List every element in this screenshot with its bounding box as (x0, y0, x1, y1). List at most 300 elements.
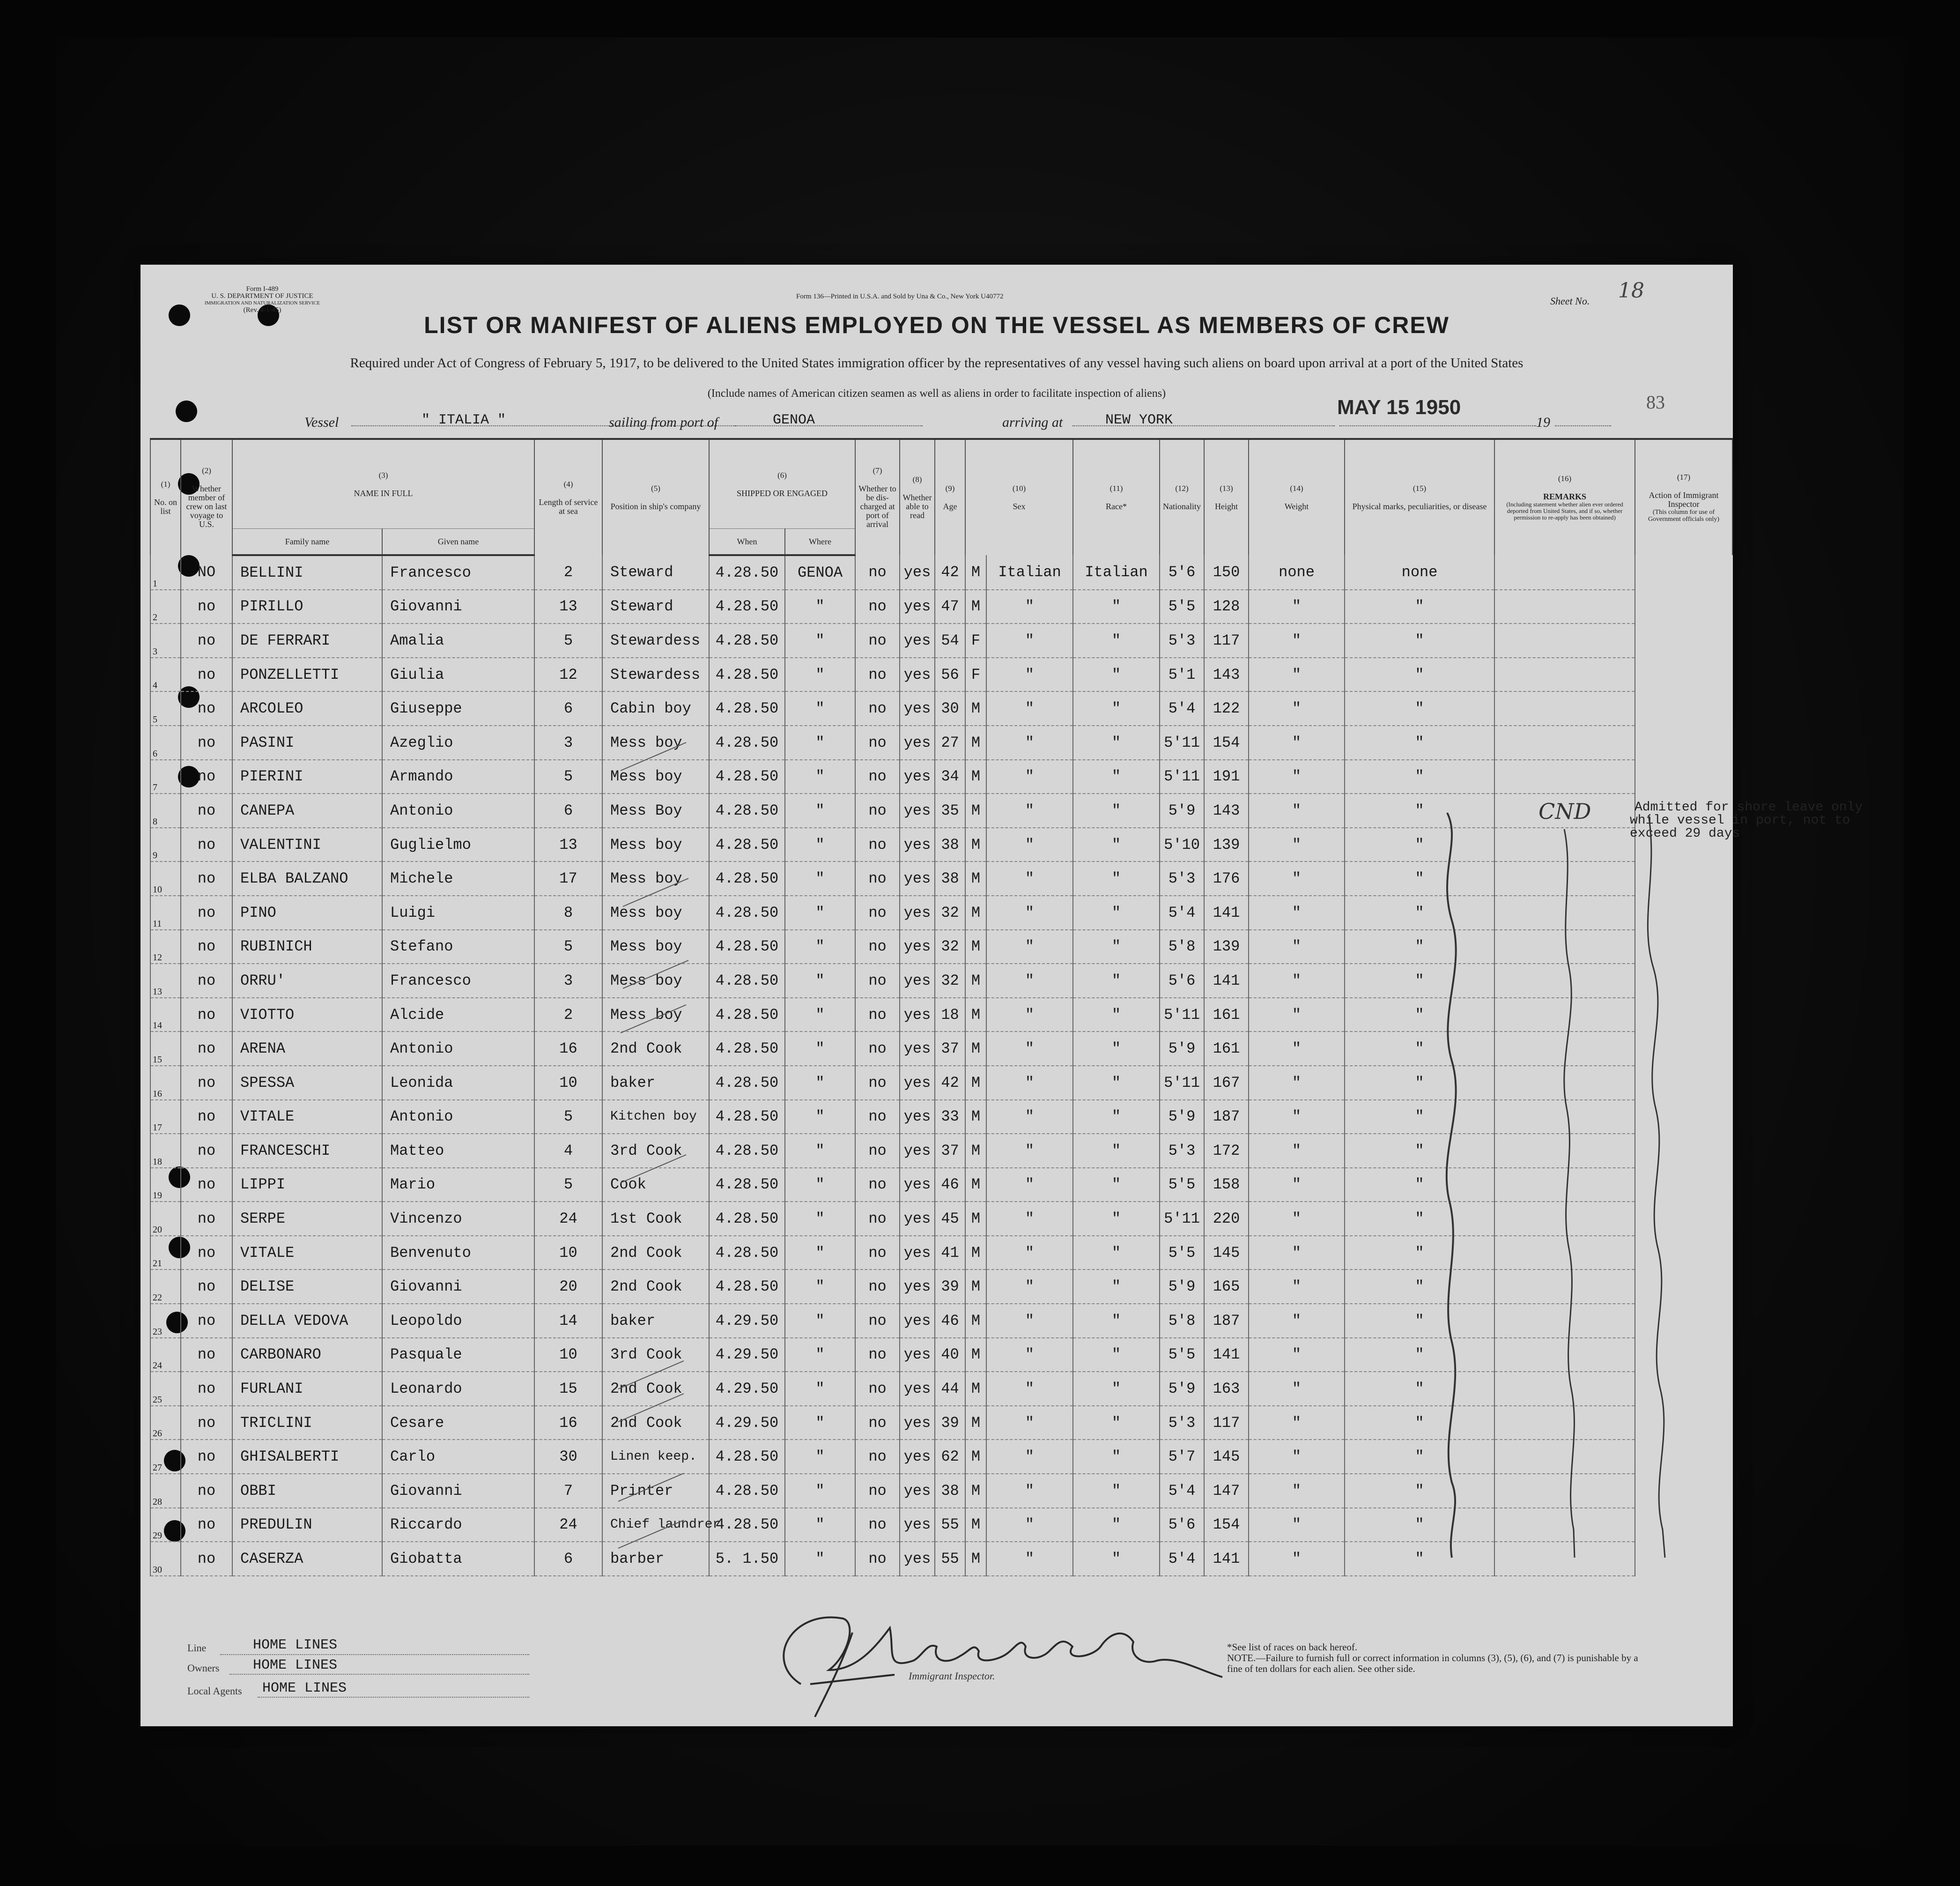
cell-service: 20 (534, 1270, 602, 1304)
cell-age: 35 (935, 794, 965, 828)
cell-where: " (785, 1406, 855, 1440)
inspector-signature (735, 1590, 1250, 1722)
cell-no: 12 (150, 930, 181, 964)
cell-read: yes (900, 691, 935, 726)
cell-nat: " (1073, 691, 1160, 726)
cell-given: Vincenzo (382, 1202, 534, 1236)
cell-last: no (181, 1236, 232, 1270)
cell-race: " (986, 590, 1073, 624)
cell-when: 4.28.50 (709, 1236, 785, 1270)
cell-where: " (785, 726, 855, 760)
cell-position: Stewardess (602, 658, 709, 692)
cell-when: 4.28.50 (709, 1202, 785, 1236)
cell-height: 5'5 (1160, 590, 1204, 624)
cell-remarks: " (1345, 1032, 1494, 1066)
cell-remarks: " (1345, 828, 1494, 862)
cell-when: 5. 1.50 (709, 1542, 785, 1576)
document-title: LIST OR MANIFEST OF ALIENS EMPLOYED ON THE VESSEL AS MEMBERS OF CREW (424, 312, 1450, 338)
cell-family: SERPE (232, 1202, 382, 1236)
cell-family: CANEPA (232, 794, 382, 828)
cell-height: 5'11 (1160, 1202, 1204, 1236)
cell-nat: " (1073, 590, 1160, 624)
cell-read: yes (900, 828, 935, 862)
cell-read: yes (900, 726, 935, 760)
cell-last: no (181, 828, 232, 862)
cell-race: " (986, 1542, 1073, 1576)
cell-sex: M (965, 1066, 986, 1100)
cell-where: " (785, 1032, 855, 1066)
cell-nat: " (1073, 726, 1160, 760)
cell-weight: 158 (1204, 1168, 1249, 1202)
cell-weight: 143 (1204, 794, 1249, 828)
cell-marks: " (1249, 1202, 1345, 1236)
agents-label: Local Agents (187, 1685, 242, 1697)
cell-when: 4.28.50 (709, 555, 785, 590)
cell-when: 4.28.50 (709, 760, 785, 794)
cell-sex: M (965, 1372, 986, 1406)
signature-stroke (784, 1618, 1222, 1717)
cell-position: barber (602, 1542, 709, 1576)
cell-given: Giulia (382, 658, 534, 692)
cell-service: 5 (534, 624, 602, 658)
cell-marks: " (1249, 1304, 1345, 1338)
owners-label: Owners (187, 1662, 220, 1674)
cell-nat: " (1073, 1066, 1160, 1100)
col-height-header: (13) Height (1204, 439, 1249, 555)
cell-disch: no (855, 998, 900, 1032)
cell-when: 4.28.50 (709, 1508, 785, 1542)
cell-where: " (785, 794, 855, 828)
cell-no: 19 (150, 1168, 181, 1202)
cell-position: Steward (602, 555, 709, 590)
cell-given: Azeglio (382, 726, 534, 760)
cell-race: " (986, 1508, 1073, 1542)
cell-family: VIOTTO (232, 998, 382, 1032)
cell-race: " (986, 896, 1073, 930)
cell-nat: " (1073, 1032, 1160, 1066)
cell-where: " (785, 828, 855, 862)
cell-where: " (785, 1066, 855, 1100)
cell-disch: no (855, 1440, 900, 1474)
cell-last: no (181, 1270, 232, 1304)
cell-service: 16 (534, 1032, 602, 1066)
cell-no: 28 (150, 1474, 181, 1508)
cell-no: 4 (150, 658, 181, 692)
cell-disch: no (855, 861, 900, 896)
cell-height: 5'3 (1160, 861, 1204, 896)
cell-age: 44 (935, 1372, 965, 1406)
cell-when: 4.28.50 (709, 964, 785, 998)
cell-sex: M (965, 726, 986, 760)
cell-marks: " (1249, 1440, 1345, 1474)
cell-race: " (986, 930, 1073, 964)
cell-sex: M (965, 861, 986, 896)
cell-read: yes (900, 1032, 935, 1066)
cell-where: " (785, 861, 855, 896)
cell-weight: 165 (1204, 1270, 1249, 1304)
cell-age: 38 (935, 1474, 965, 1508)
cell-service: 2 (534, 555, 602, 590)
cell-given: Carlo (382, 1440, 534, 1474)
cell-where: " (785, 1474, 855, 1508)
page-number: 83 (1646, 392, 1665, 413)
cell-read: yes (900, 861, 935, 896)
cell-height: 5'8 (1160, 930, 1204, 964)
cell-given: Luigi (382, 896, 534, 930)
cell-position: Mess boy (602, 930, 709, 964)
cell-age: 18 (935, 998, 965, 1032)
cell-remarks: " (1345, 1508, 1494, 1542)
col-nationality-header: (12) Nationality (1160, 439, 1204, 555)
cell-no: 7 (150, 760, 181, 794)
cell-disch: no (855, 1406, 900, 1440)
cell-service: 3 (534, 964, 602, 998)
cell-family: DE FERRARI (232, 624, 382, 658)
cell-read: yes (900, 555, 935, 590)
cell-given: Giovanni (382, 590, 534, 624)
cell-given: Giovanni (382, 1474, 534, 1508)
cell-no: 10 (150, 861, 181, 896)
arriving-label: arriving at (1002, 415, 1063, 430)
cell-sex: M (965, 590, 986, 624)
cell-disch: no (855, 1134, 900, 1168)
cell-marks: " (1249, 964, 1345, 998)
cell-family: FURLANI (232, 1372, 382, 1406)
cell-given: Antonio (382, 794, 534, 828)
cell-family: BELLINI (232, 555, 382, 590)
cell-sex: M (965, 1236, 986, 1270)
cell-last: no (181, 624, 232, 658)
cell-marks: " (1249, 1474, 1345, 1508)
cell-height: 5'9 (1160, 1032, 1204, 1066)
cell-race: " (986, 1202, 1073, 1236)
cell-read: yes (900, 930, 935, 964)
cell-family: CASERZA (232, 1542, 382, 1576)
cell-age: 32 (935, 930, 965, 964)
cell-no: 3 (150, 624, 181, 658)
cell-sex: M (965, 1270, 986, 1304)
cell-service: 5 (534, 760, 602, 794)
cell-where: " (785, 658, 855, 692)
cell-race: " (986, 1304, 1073, 1338)
cell-last: no (181, 1440, 232, 1474)
cell-read: yes (900, 964, 935, 998)
cell-last: no (181, 861, 232, 896)
cell-height: 5'3 (1160, 1406, 1204, 1440)
cell-sex: M (965, 1134, 986, 1168)
cell-when: 4.28.50 (709, 624, 785, 658)
cell-sex: M (965, 998, 986, 1032)
cell-no: 6 (150, 726, 181, 760)
cell-age: 55 (935, 1508, 965, 1542)
cell-family: ORRU' (232, 964, 382, 998)
cell-height: 5'4 (1160, 896, 1204, 930)
cell-position: 3rd Cook (602, 1134, 709, 1168)
cell-race: " (986, 1338, 1073, 1372)
cell-disch: no (855, 1032, 900, 1066)
cell-sex: M (965, 1542, 986, 1576)
cell-race: " (986, 1270, 1073, 1304)
cell-nat: " (1073, 1134, 1160, 1168)
cell-position: 3rd Cook (602, 1338, 709, 1372)
ditto-line-stroke (1648, 815, 1665, 1558)
cell-when: 4.28.50 (709, 1474, 785, 1508)
cell-given: Leopoldo (382, 1304, 534, 1338)
cell-sex: M (965, 1100, 986, 1134)
cell-marks: " (1249, 1508, 1345, 1542)
cell-given: Benvenuto (382, 1236, 534, 1270)
cell-height: 5'5 (1160, 1338, 1204, 1372)
cell-age: 46 (935, 1168, 965, 1202)
cell-when: 4.28.50 (709, 1440, 785, 1474)
cell-sex: M (965, 1202, 986, 1236)
cell-service: 5 (534, 930, 602, 964)
cell-disch: no (855, 1100, 900, 1134)
service-name: IMMIGRATION AND NATURALIZATION SERVICE (204, 300, 320, 306)
cell-remarks: " (1345, 1406, 1494, 1440)
cell-where: " (785, 1168, 855, 1202)
cell-remarks: " (1345, 1066, 1494, 1100)
cell-remarks: " (1345, 794, 1494, 828)
cell-given: Armando (382, 760, 534, 794)
cell-race: " (986, 1440, 1073, 1474)
cell-sex: M (965, 1304, 986, 1338)
footnote-penalty: NOTE.—Failure to furnish full or correct information in columns (3), (5), (6), and (7) is punishable by a fine of ten dollars for each alien. See other side. (1227, 1652, 1638, 1674)
cell-marks: " (1249, 658, 1345, 692)
cell-read: yes (900, 1304, 935, 1338)
cell-race: " (986, 1168, 1073, 1202)
cell-position: Mess boy (602, 760, 709, 794)
cell-service: 6 (534, 691, 602, 726)
col-weight-header: (14) Weight (1249, 439, 1345, 555)
cell-disch: no (855, 691, 900, 726)
cell-age: 39 (935, 1406, 965, 1440)
cell-marks: " (1249, 624, 1345, 658)
arriving-port: NEW YORK (1105, 412, 1173, 428)
cell-given: Pasquale (382, 1338, 534, 1372)
col-inspector-header: (17) Action of Immigrant Inspector (This column for use of Government officials only) (1635, 439, 1732, 555)
cell-race: " (986, 1474, 1073, 1508)
ditto-squiggle-stroke (1447, 813, 1456, 1558)
cell-height: 5'9 (1160, 794, 1204, 828)
cell-height: 5'7 (1160, 1440, 1204, 1474)
cell-nat: " (1073, 1372, 1160, 1406)
cell-no: 17 (150, 1100, 181, 1134)
cell-nat: " (1073, 1100, 1160, 1134)
cell-nat: " (1073, 1508, 1160, 1542)
cell-race: " (986, 1372, 1073, 1406)
cell-marks: " (1249, 1236, 1345, 1270)
cell-disch: no (855, 1202, 900, 1236)
cell-height: 5'11 (1160, 726, 1204, 760)
cell-position: Steward (602, 590, 709, 624)
sheet-number-label: Sheet No. (1550, 295, 1590, 307)
cell-last: no (181, 691, 232, 726)
cell-no: 1 (150, 555, 181, 590)
cell-when: 4.29.50 (709, 1304, 785, 1338)
sailing-port: GENOA (773, 412, 815, 428)
cell-age: 56 (935, 658, 965, 692)
cell-age: 62 (935, 1440, 965, 1474)
sheet-number: 18 (1618, 279, 1644, 303)
cell-no: 15 (150, 1032, 181, 1066)
cell-remarks: " (1345, 1100, 1494, 1134)
cell-marks: " (1249, 861, 1345, 896)
cell-height: 5'4 (1160, 1542, 1204, 1576)
cell-age: 46 (935, 1304, 965, 1338)
cell-remarks: " (1345, 658, 1494, 692)
cell-remarks: " (1345, 590, 1494, 624)
cell-marks: none (1249, 555, 1345, 590)
sailing-label: sailing from port of (609, 415, 718, 430)
cell-nat: " (1073, 1270, 1160, 1304)
cell-height: 5'11 (1160, 998, 1204, 1032)
cell-no: 14 (150, 998, 181, 1032)
cell-service: 30 (534, 1440, 602, 1474)
cell-no: 22 (150, 1270, 181, 1304)
col-name-header: (3) NAME IN FULL (232, 439, 534, 529)
cell-disch: no (855, 964, 900, 998)
cell-read: yes (900, 1440, 935, 1474)
cell-weight: 143 (1204, 658, 1249, 692)
cell-marks: " (1249, 590, 1345, 624)
cell-disch: no (855, 896, 900, 930)
cell-marks: " (1249, 1032, 1345, 1066)
cell-read: yes (900, 1406, 935, 1440)
cell-nat: " (1073, 998, 1160, 1032)
cell-given: Alcide (382, 998, 534, 1032)
cell-where: " (785, 1100, 855, 1134)
cell-sex: M (965, 691, 986, 726)
cell-position: Chief laundrer (602, 1508, 709, 1542)
cell-weight: 145 (1204, 1236, 1249, 1270)
manifest-sheet (141, 265, 1863, 1726)
cell-no: 9 (150, 828, 181, 862)
cell-height: 5'9 (1160, 1270, 1204, 1304)
cell-no: 24 (150, 1338, 181, 1372)
col-no-header: (1) No. on list (150, 439, 181, 555)
cell-disch: no (855, 930, 900, 964)
cell-remarks: " (1345, 760, 1494, 794)
cell-sex: M (965, 964, 986, 998)
cell-remarks: " (1345, 1440, 1494, 1474)
department-name: U. S. DEPARTMENT OF JUSTICE (211, 292, 313, 300)
cell-last: no (181, 794, 232, 828)
cell-marks: " (1249, 760, 1345, 794)
cell-weight: 167 (1204, 1066, 1249, 1100)
cell-weight: 176 (1204, 861, 1249, 896)
cell-where: " (785, 590, 855, 624)
vessel-label: Vessel (304, 415, 339, 430)
cell-where: " (785, 1542, 855, 1576)
cell-marks: " (1249, 998, 1345, 1032)
col-sex-header: (10) Sex (965, 439, 1073, 555)
cell-position: 2nd Cook (602, 1372, 709, 1406)
cell-nat: " (1073, 1236, 1160, 1270)
handwritten-strokes (141, 265, 1733, 1726)
cell-family: VITALE (232, 1100, 382, 1134)
cell-where: " (785, 760, 855, 794)
cell-service: 6 (534, 794, 602, 828)
cell-weight: 141 (1204, 896, 1249, 930)
cell-weight: 150 (1204, 555, 1249, 590)
cell-remarks: " (1345, 896, 1494, 930)
cell-position: 2nd Cook (602, 1236, 709, 1270)
cell-nat: " (1073, 861, 1160, 896)
cell-age: 40 (935, 1338, 965, 1372)
cell-given: Antonio (382, 1032, 534, 1066)
cell-last: no (181, 1372, 232, 1406)
cell-age: 45 (935, 1202, 965, 1236)
cell-given: Guglielmo (382, 828, 534, 862)
cell-family: FRANCESCHI (232, 1134, 382, 1168)
cell-when: 4.28.50 (709, 1066, 785, 1100)
cell-marks: " (1249, 1066, 1345, 1100)
footnote-races: *See list of races on back hereof. (1227, 1641, 1358, 1653)
cell-sex: M (965, 555, 986, 590)
cell-given: Francesco (382, 964, 534, 998)
cell-disch: no (855, 1372, 900, 1406)
cell-service: 24 (534, 1202, 602, 1236)
cell-disch: no (855, 1168, 900, 1202)
cell-disch: no (855, 1066, 900, 1100)
arrival-date-stamp: MAY 15 1950 (1337, 396, 1461, 419)
cell-sex: M (965, 794, 986, 828)
cell-nat: " (1073, 760, 1160, 794)
cell-service: 8 (534, 896, 602, 930)
cell-sex: M (965, 1406, 986, 1440)
cell-position: Cook (602, 1168, 709, 1202)
cell-service: 16 (534, 1406, 602, 1440)
cell-disch: no (855, 1474, 900, 1508)
col-when-header: When (709, 529, 785, 556)
cell-where: " (785, 1202, 855, 1236)
cell-weight: 117 (1204, 1406, 1249, 1440)
cell-weight: 154 (1204, 1508, 1249, 1542)
cell-disch: no (855, 1304, 900, 1338)
cell-disch: no (855, 1508, 900, 1542)
cell-nat: " (1073, 1202, 1160, 1236)
cell-when: 4.28.50 (709, 1168, 785, 1202)
cell-no: 2 (150, 590, 181, 624)
cell-disch: no (855, 624, 900, 658)
cell-service: 7 (534, 1474, 602, 1508)
cell-read: yes (900, 590, 935, 624)
cell-last: no (181, 590, 232, 624)
cell-last: NO (181, 555, 232, 590)
cell-no: 11 (150, 896, 181, 930)
cell-nat: " (1073, 1542, 1160, 1576)
year-label: 19 (1536, 415, 1550, 430)
cell-remarks: " (1345, 1338, 1494, 1372)
cell-service: 13 (534, 828, 602, 862)
cell-weight: 128 (1204, 590, 1249, 624)
cell-weight: 191 (1204, 760, 1249, 794)
cell-last: no (181, 760, 232, 794)
cell-race: " (986, 1406, 1073, 1440)
cell-when: 4.28.50 (709, 930, 785, 964)
cell-position: Mess boy (602, 726, 709, 760)
cell-marks: " (1249, 1270, 1345, 1304)
cell-sex: F (965, 658, 986, 692)
cell-nat: " (1073, 964, 1160, 998)
cell-service: 2 (534, 998, 602, 1032)
cell-marks: " (1249, 896, 1345, 930)
cell-race: " (986, 861, 1073, 896)
footnote (1227, 1642, 1649, 1674)
cell-read: yes (900, 1236, 935, 1270)
cell-when: 4.29.50 (709, 1372, 785, 1406)
